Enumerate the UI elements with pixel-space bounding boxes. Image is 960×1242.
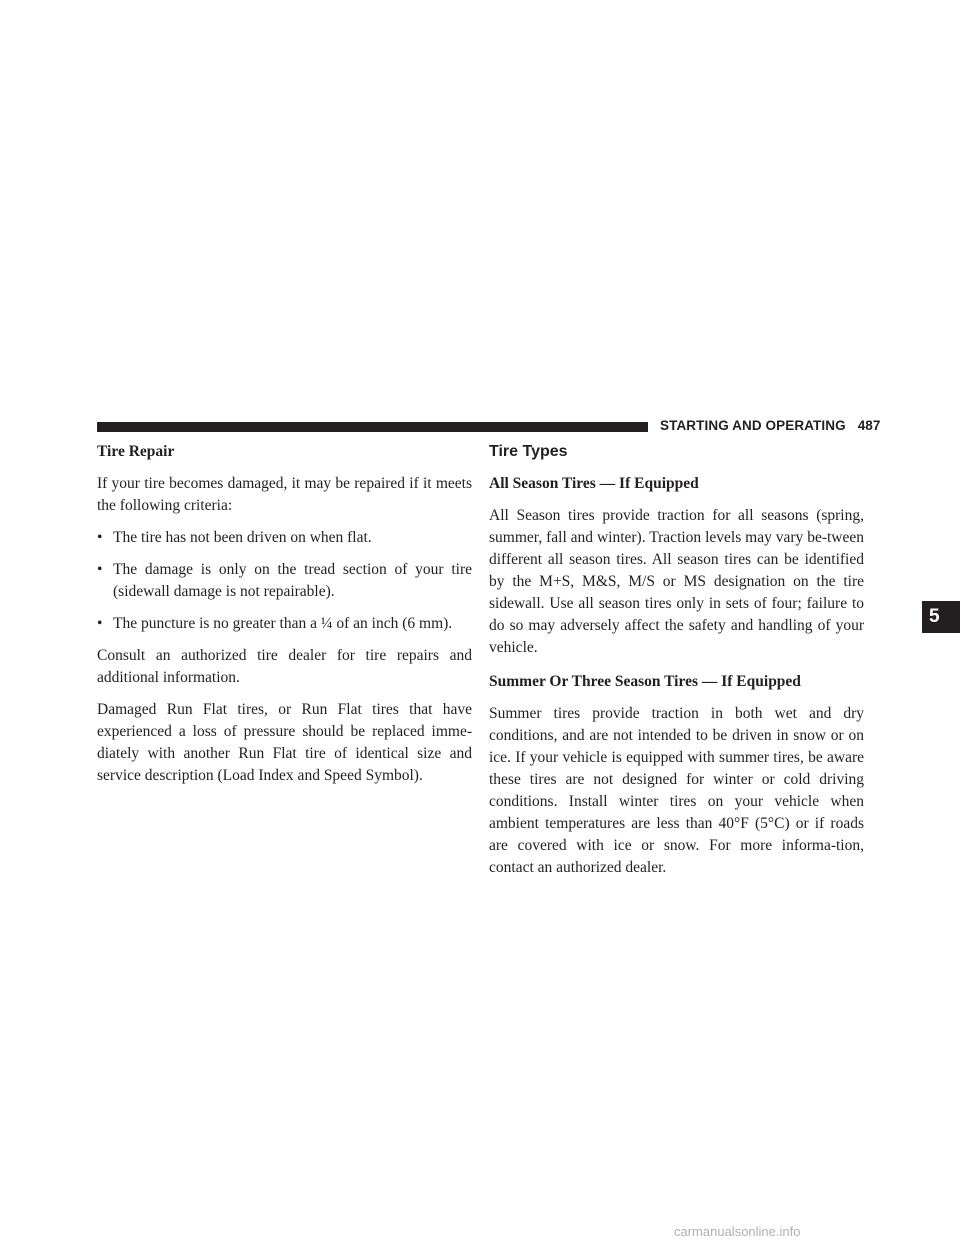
all-season-heading: All Season Tires — If Equipped — [489, 475, 699, 492]
list-item-text: The tire has not been driven on when flat. — [113, 529, 372, 546]
page-number: 487 — [857, 418, 881, 433]
tire-repair-intro: If your tire becomes damaged, it may be repaired if it meets the following criteria: — [97, 475, 472, 514]
running-header — [660, 418, 881, 433]
watermark: carmanualsonline.info — [674, 1224, 801, 1239]
bullet-icon: • — [97, 615, 103, 632]
list-item — [97, 559, 472, 603]
list-item-text: The damage is only on the tread section of your tire (sidewall damage is not repairable). — [113, 561, 472, 600]
list-item — [97, 527, 472, 549]
chapter-tab: 5 — [922, 601, 960, 633]
header-rule — [97, 422, 648, 432]
run-flat-paragraph: Damaged Run Flat tires, or Run Flat tires that have experienced a loss of pressure should be replaced imme-diately with another Run Flat tire of identical size and service description (Load Index and Speed Symbol). — [97, 701, 472, 784]
right-column — [489, 441, 864, 889]
consult-dealer-paragraph: Consult an authorized tire dealer for tire repairs and additional information. — [97, 647, 472, 686]
bullet-icon: • — [97, 529, 103, 546]
header-section-title: STARTING AND OPERATING — [660, 418, 846, 433]
summer-heading: Summer Or Three Season Tires — If Equipped — [489, 673, 801, 690]
tire-types-title: Tire Types — [489, 443, 568, 460]
list-item — [97, 613, 472, 635]
left-column — [97, 441, 472, 797]
tire-repair-heading: Tire Repair — [97, 443, 175, 460]
criteria-list — [97, 527, 472, 635]
list-item-text: The puncture is no greater than a ¼ of an inch (6 mm). — [113, 615, 453, 632]
summer-paragraph: Summer tires provide traction in both wet and dry conditions, and are not intended to be driven in snow or on ice. If your vehicle is equipped with summer tires, be aware these tires are not designed for winter or cold driving conditions. Install winter tires on your vehicle when ambient temperatures are less than 40°F (5°C) or if roads are covered with ice or snow. For more informa-tion, contact an authorized dealer. — [489, 705, 864, 876]
bullet-icon: • — [97, 561, 103, 578]
all-season-paragraph: All Season tires provide traction for all seasons (spring, summer, fall and winter). Traction levels may vary be-tween different all season tires. All season tires can be identified by the M+S, M&S, M/S or MS designation on the tire sidewall. Use all season tires only in sets of four; failure to do so may adversely affect the safety and handling of your vehicle. — [489, 507, 864, 656]
